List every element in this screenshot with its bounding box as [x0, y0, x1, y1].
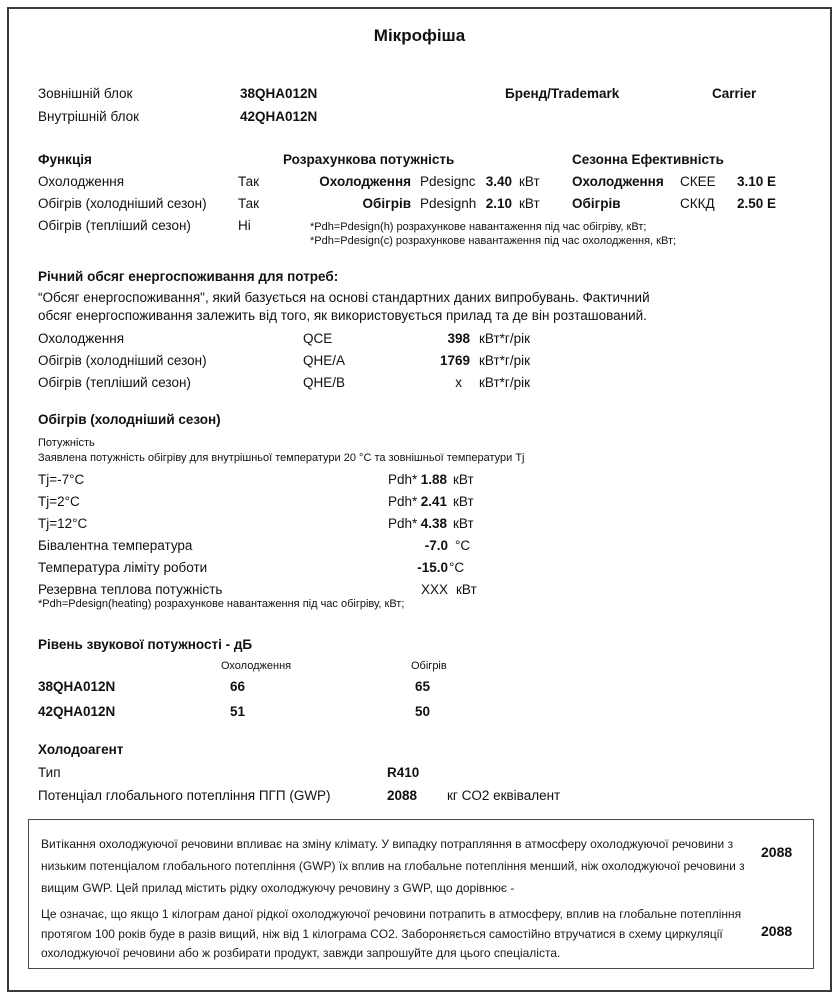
- row-unit: °С: [455, 538, 471, 553]
- capacity-label: Охолодження: [319, 174, 411, 189]
- brand-label: Бренд/Trademark: [505, 86, 620, 101]
- outdoor-unit-value: 38QHA012N: [240, 86, 318, 101]
- function-heading: Функція: [38, 152, 92, 167]
- outdoor-unit-row: [0, 86, 839, 106]
- tj-symbol: Pdh*: [388, 516, 418, 531]
- gwp-notice-paragraph-1: Витікання охолоджуючої речовини впливає на зміну клімату. У випадку потрапляння в атмосферу охолоджуючої речовини з низьким потенціалом глобального потепління (GWP) їх вплив на глобальне потепління менший, ніж охолоджуючої речовини з вищим GWP. Цей прилад містить рідку охолоджуючу речовину з GWP, що дорівнює -: [41, 837, 745, 895]
- function-row: [0, 174, 839, 194]
- heating-db-value: 50: [415, 704, 431, 719]
- efficiency-symbol: СКЕЕ: [680, 174, 716, 189]
- tj-label: Tj=2°C: [38, 494, 80, 509]
- model-name: 42QHA012N: [38, 704, 116, 719]
- efficiency-label: Охолодження: [572, 174, 664, 189]
- annual-value: 398: [447, 331, 470, 346]
- heating-note: Заявлена потужність обігріву для внутрішньої температури 20 °С та зовнішньої температури Tj: [38, 452, 525, 464]
- type-value: R410: [387, 765, 420, 780]
- heating-heading: Обігрів (холодніший сезон): [38, 412, 221, 427]
- heating-heading-row: [0, 412, 839, 432]
- tj-row: [0, 472, 839, 492]
- row-label: Температура ліміту роботи: [38, 560, 208, 575]
- heating-footnote-row: [0, 598, 839, 618]
- heating-subheading: Потужність: [38, 437, 95, 449]
- annual-label: Обігрів (тепліший сезон): [38, 375, 191, 390]
- tj-value: 4.38: [420, 516, 447, 531]
- annual-unit: кВт*г/рік: [479, 353, 530, 368]
- gwp-notice-box: [28, 819, 814, 969]
- type-label: Тип: [38, 765, 61, 780]
- capacity-symbol: Pdesignh: [420, 196, 477, 211]
- gwp-notice-value-1: 2088: [761, 844, 793, 860]
- gwp-notice-value-2: 2088: [761, 923, 793, 939]
- capacity-unit: кВт: [519, 174, 540, 189]
- tj-unit: кВт: [453, 494, 474, 509]
- description-line: обсяг енергоспоживання залежить від того, як використовується прилад та де він розташований.: [38, 307, 647, 323]
- tj-symbol: Pdh*: [388, 494, 418, 509]
- capacity-value: 2.10: [485, 196, 512, 211]
- tj-symbol: Pdh*: [388, 472, 418, 487]
- annual-row: [0, 353, 839, 373]
- annual-value: 1769: [439, 353, 470, 368]
- gwp-unit: кг CO2 еквівалент: [447, 788, 561, 803]
- row-unit: кВт: [456, 582, 477, 597]
- capacity-footnote-1: *Pdh=Pdesign(h) розрахункове навантаження під час обігріву, кВт;: [310, 221, 647, 233]
- annual-label: Охолодження: [38, 331, 125, 346]
- annual-row: [0, 331, 839, 351]
- gwp-value: 2088: [387, 788, 418, 803]
- annual-consumption-heading: Річний обсяг енергоспоживання для потреб:: [38, 269, 339, 284]
- capacity-unit: кВт: [519, 196, 540, 211]
- capacity-footnote-2: *Pdh=Pdesign(c) розрахункове навантаження під час охолодження, кВт;: [310, 235, 677, 247]
- tj-label: Tj=-7°C: [38, 472, 85, 487]
- cooling-db-value: 66: [230, 679, 246, 694]
- function-label: Охолодження: [38, 174, 125, 189]
- annual-unit: кВт*г/рік: [479, 331, 530, 346]
- refrigerant-heading: Холодоагент: [38, 742, 124, 757]
- tj-value: 2.41: [420, 494, 447, 509]
- row-label: Резервна теплова потужність: [38, 582, 223, 597]
- sound-power-heading-row: [0, 637, 839, 657]
- design-capacity-heading: Розрахункова потужність: [283, 152, 455, 167]
- efficiency-value: 2.50 Е: [737, 196, 777, 211]
- refrigerant-heading-row: [0, 742, 839, 762]
- operation-limit-temp-row: [0, 560, 839, 580]
- annual-symbol: QHE/A: [303, 353, 346, 368]
- refrigerant-gwp-row: [0, 788, 839, 808]
- heating-column-header: Обігрів: [411, 660, 447, 672]
- capacity-label: Обігрів: [362, 196, 411, 211]
- efficiency-value: 3.10 Е: [737, 174, 777, 189]
- indoor-unit-row: [0, 109, 839, 129]
- annual-consumption-heading-row: [0, 269, 839, 289]
- function-value: Так: [238, 196, 260, 211]
- sound-power-heading: Рівень звукової потужності - дБ: [38, 637, 253, 652]
- tj-value: 1.88: [420, 472, 447, 487]
- bivalent-temp-row: [0, 538, 839, 558]
- page-title: Мікрофіша: [373, 26, 466, 45]
- annual-row: [0, 375, 839, 395]
- row-label: Бівалентна температура: [38, 538, 193, 553]
- model-name: 38QHA012N: [38, 679, 116, 694]
- capacity-symbol: Pdesignc: [420, 174, 476, 189]
- section-headings-row: [0, 152, 839, 172]
- tj-label: Tj=12°C: [38, 516, 88, 531]
- heating-db-value: 65: [415, 679, 431, 694]
- seasonal-efficiency-heading: Сезонна Ефективність: [572, 152, 724, 167]
- cooling-column-header: Охолодження: [221, 660, 292, 672]
- heating-footnote: *Pdh=Pdesign(heating) розрахункове навантаження під час обігріву, кВт;: [38, 598, 405, 610]
- efficiency-symbol: СККД: [680, 196, 715, 211]
- capacity-value: 3.40: [485, 174, 512, 189]
- annual-symbol: QCE: [303, 331, 333, 346]
- row-unit: °С: [449, 560, 465, 575]
- sound-power-column-headers: [0, 660, 839, 680]
- function-row: [0, 196, 839, 216]
- gwp-notice-paragraph-2: Це означає, що якщо 1 кілограм даної рідкої охолоджуючої речовини потрапить в атмосферу, вплив на глобальне потепління протягом 100 років буде в разів вищий, ніж від 1 кілограма CO2. Забороняється самостійно втручатися в схему циркуляції охолоджуючої речовини або ж розбирати продукт, завжди запрошуйте для цього спеціаліста.: [41, 907, 742, 960]
- cooling-db-value: 51: [230, 704, 246, 719]
- description-line: “Обсяг енергоспоживання", який базується на основі стандартних даних випробувань. Фактичний: [38, 290, 650, 305]
- efficiency-label: Обігрів: [572, 196, 621, 211]
- indoor-unit-label: Внутрішній блок: [38, 109, 140, 124]
- refrigerant-type-row: [0, 765, 839, 785]
- sound-power-row: [0, 704, 839, 724]
- tj-row: [0, 516, 839, 536]
- annual-value: x: [455, 375, 462, 390]
- tj-unit: кВт: [453, 472, 474, 487]
- function-value: Ні: [238, 218, 251, 233]
- annual-unit: кВт*г/рік: [479, 375, 530, 390]
- annual-consumption-description: [38, 289, 650, 324]
- tj-row: [0, 494, 839, 514]
- function-label: Обігрів (холодніший сезон): [38, 196, 207, 211]
- brand-value: Carrier: [712, 86, 757, 101]
- tj-unit: кВт: [453, 516, 474, 531]
- row-value: -7.0: [424, 538, 448, 553]
- outdoor-unit-label: Зовнішній блок: [38, 86, 133, 101]
- annual-symbol: QHE/B: [303, 375, 346, 390]
- row-value: -15.0: [417, 560, 448, 575]
- row-value: XXX: [420, 582, 448, 597]
- sound-power-row: [0, 679, 839, 699]
- function-value: Так: [238, 174, 260, 189]
- gwp-label: Потенціал глобального потепління ПГП (GWP): [38, 788, 331, 803]
- function-label: Обігрів (тепліший сезон): [38, 218, 191, 233]
- heating-note-row: [0, 452, 839, 472]
- indoor-unit-value: 42QHA012N: [240, 109, 318, 124]
- annual-label: Обігрів (холодніший сезон): [38, 353, 207, 368]
